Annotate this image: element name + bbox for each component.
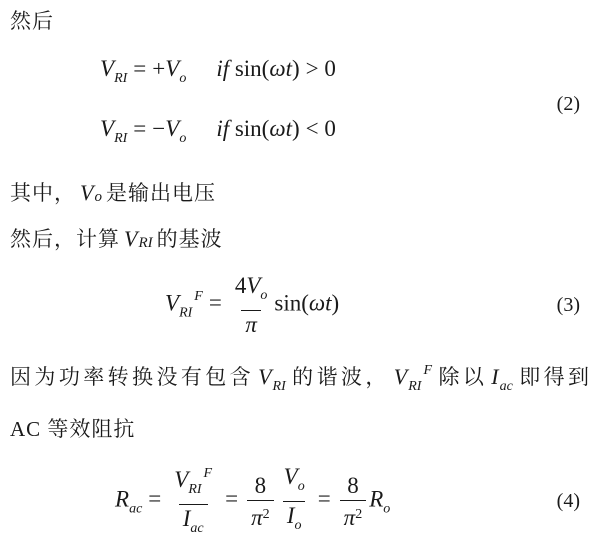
subscript-o: o bbox=[179, 71, 187, 86]
equals-sign: = bbox=[225, 486, 239, 512]
paren-close: ) bbox=[291, 56, 300, 81]
equation-3-number: (3) bbox=[556, 293, 580, 316]
inline-math-vri-f bbox=[393, 363, 433, 394]
subscript-ri: RI bbox=[188, 482, 202, 497]
subscript-ri: RI bbox=[272, 379, 286, 394]
small-sub-ri: RI bbox=[138, 235, 153, 251]
if-word: if bbox=[216, 56, 230, 81]
sin-function: sin( bbox=[234, 56, 270, 81]
superscript-2: 2 bbox=[262, 506, 270, 522]
var-v: V bbox=[124, 226, 139, 251]
fraction-numerator bbox=[170, 460, 216, 504]
omega-t: ωt bbox=[269, 116, 292, 141]
minus-sign: − bbox=[152, 116, 166, 141]
superscript-f: F bbox=[423, 363, 433, 378]
subscript-ri: RI bbox=[114, 71, 128, 86]
text-run: 然后，计算 bbox=[10, 227, 120, 251]
inline-math-vo bbox=[80, 180, 102, 205]
subscript-ri: RI bbox=[114, 131, 128, 146]
inline-math-vri bbox=[258, 364, 286, 394]
var-v: V bbox=[258, 364, 273, 389]
subscript-ri: RI bbox=[179, 305, 193, 321]
paragraph-because-line-2: AC 等效阻抗 bbox=[10, 417, 136, 441]
equals-sign: = bbox=[317, 486, 331, 512]
superscript-2: 2 bbox=[355, 506, 363, 522]
sin-function: sin( bbox=[234, 116, 270, 141]
subscript-ac: ac bbox=[190, 521, 204, 536]
var-i: I bbox=[286, 503, 295, 528]
fraction-4vo-pi bbox=[231, 272, 272, 338]
plus-sign: + bbox=[152, 56, 166, 81]
equation-2-number: (2) bbox=[556, 92, 580, 115]
subscript-o: o bbox=[297, 479, 305, 494]
fraction-vrif-iac bbox=[170, 460, 216, 542]
fraction-vo-io bbox=[280, 463, 309, 539]
var-v: V bbox=[165, 56, 180, 81]
text-run: 的谐波， bbox=[289, 365, 390, 389]
var-v: V bbox=[100, 56, 115, 81]
inline-math-iac bbox=[491, 364, 513, 394]
subscript-o: o bbox=[294, 518, 302, 533]
inline-math-vri bbox=[124, 226, 153, 251]
text-run: 因为功率转换没有包含 bbox=[10, 365, 255, 389]
pi-symbol: π bbox=[251, 504, 263, 530]
equals-sign: = bbox=[148, 486, 162, 512]
equation-4-number: (4) bbox=[556, 489, 580, 512]
fraction-8-pi2 bbox=[247, 472, 274, 531]
var-i: I bbox=[491, 364, 500, 389]
var-v: V bbox=[165, 116, 180, 141]
subscript-ac: ac bbox=[499, 379, 513, 394]
var-i: I bbox=[182, 506, 191, 531]
superscript-f: F bbox=[203, 466, 213, 481]
fraction-denominator bbox=[247, 500, 274, 531]
var-v: V bbox=[165, 290, 180, 316]
equation-2-line-2 bbox=[100, 112, 342, 156]
var-v: V bbox=[283, 464, 298, 489]
equation-4-body bbox=[115, 460, 390, 542]
paren-close: ) bbox=[291, 116, 300, 141]
var-v: V bbox=[246, 273, 261, 298]
equation-3 bbox=[10, 272, 590, 338]
paragraph-because-line-1 bbox=[10, 350, 590, 408]
paragraph-because bbox=[10, 350, 590, 450]
equals-sign: = bbox=[208, 290, 222, 316]
paragraph-then: 然后 bbox=[10, 9, 54, 33]
omega-t: ωt bbox=[308, 290, 332, 316]
subscript-ac: ac bbox=[129, 501, 143, 517]
var-v: V bbox=[80, 180, 95, 205]
equals-sign: = bbox=[133, 116, 147, 141]
subscript-o: o bbox=[383, 501, 391, 517]
var-v: V bbox=[393, 364, 409, 389]
fraction-numerator: 8 bbox=[347, 472, 359, 498]
equation-2-lines bbox=[100, 52, 342, 156]
equation-2 bbox=[10, 52, 590, 156]
equals-sign: = bbox=[133, 56, 147, 81]
superscript-f: F bbox=[194, 289, 203, 305]
comparison: < 0 bbox=[305, 116, 336, 141]
paren-close: ) bbox=[331, 290, 340, 316]
equation-2-line-1 bbox=[100, 52, 342, 96]
subscript-o: o bbox=[260, 288, 268, 303]
coefficient-4: 4 bbox=[234, 273, 247, 298]
var-r: R bbox=[369, 486, 384, 512]
omega-t: ωt bbox=[269, 56, 292, 81]
fraction-numerator bbox=[231, 272, 272, 310]
fraction-numerator: 8 bbox=[254, 472, 267, 498]
equation-3-body bbox=[165, 272, 339, 338]
small-sub-o: o bbox=[94, 189, 102, 205]
paragraph-then-compute bbox=[10, 224, 590, 258]
equation-4 bbox=[10, 460, 590, 542]
text-run: 其中， bbox=[10, 181, 76, 205]
fraction-denominator bbox=[340, 500, 367, 531]
pi-symbol: π bbox=[245, 312, 257, 337]
text-run: 的基波 bbox=[156, 227, 223, 251]
paragraph-where bbox=[10, 178, 590, 212]
comparison: > 0 bbox=[305, 56, 336, 81]
fraction-denominator bbox=[283, 501, 306, 539]
pi-symbol: π bbox=[343, 504, 356, 530]
subscript-o: o bbox=[179, 131, 187, 146]
fraction-numerator bbox=[280, 463, 309, 501]
text-run: 是输出电压 bbox=[105, 181, 216, 205]
fraction-8-pi2 bbox=[340, 472, 367, 531]
var-v: V bbox=[100, 116, 115, 141]
text-run: 即得到 bbox=[516, 365, 591, 389]
fraction-denominator bbox=[179, 504, 208, 542]
subscript-ri: RI bbox=[408, 379, 422, 394]
sin-function: sin( bbox=[274, 290, 309, 316]
var-r: R bbox=[115, 486, 130, 512]
fraction-denominator bbox=[241, 310, 261, 338]
var-v: V bbox=[174, 467, 189, 492]
text-run: 除以 bbox=[436, 365, 488, 389]
if-word: if bbox=[216, 116, 230, 141]
